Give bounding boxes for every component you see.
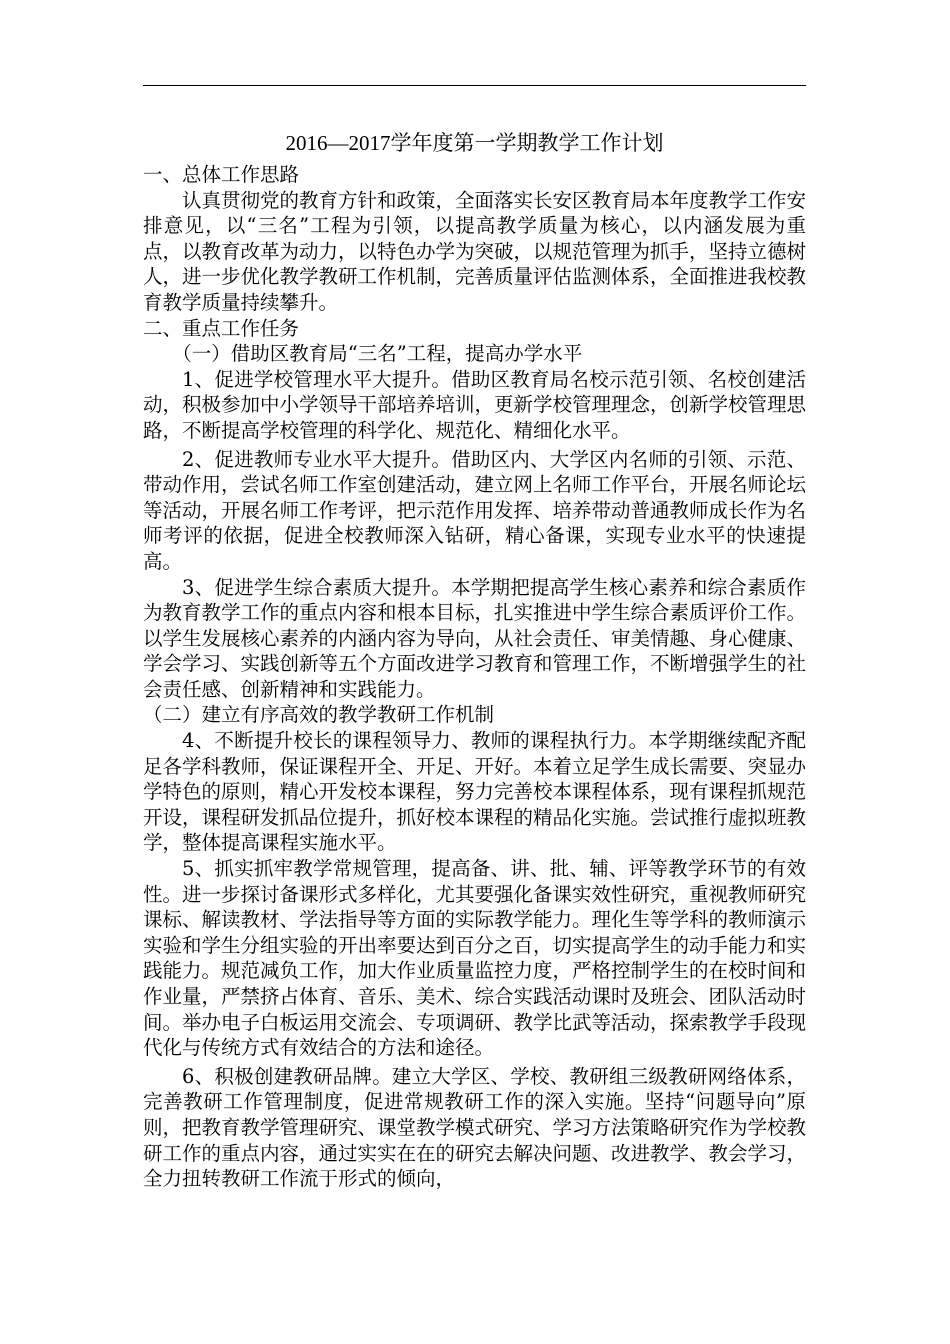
paragraph-item-3: 3、促进学生综合素质大提升。本学期把提高学生核心素养和综合素质作为教育教学工作的重点内容和根本目标，扎实推进中学生综合素质评价工作。以学生发展核心素养的内涵内容为导向，从社会责任、审美情趣、身心健康、学会学习、实践创新等五个方面改进学习教育和管理工作，不断增强学生的社会责任感、创新精神和实践能力。 [143,575,807,701]
section-heading-key-tasks: 二、重点工作任务 [143,316,300,340]
subsection-heading-teaching-research: （二）建立有序高效的教学教研工作机制 [143,703,495,727]
subsection-heading-three-names: （一）借助区教育局“三名”工程，提高办学水平 [172,342,583,366]
paragraph-item-1: 1、促进学校管理水平大提升。借助区教育局名校示范引领、名校创建活动，积极参加中小学领导干部培养培训，更新学校管理理念，创新学校管理思路，不断提高学校管理的科学化、规范化、精细化水平。 [143,367,807,442]
paragraph-item-4: 4、不断提升校长的课程领导力、教师的课程执行力。本学期继续配齐配足各学科教师，保证课程开全、开足、开好。本着立足学生成长需要、突显办学特色的原则，精心开发校本课程，努力完善校本课程体系，现有课程抓规范开设，课程研发抓品位提升，抓好校本课程的精品化实施。尝试推行虚拟班教学，整体提高课程实施水平。 [143,729,807,855]
paragraph-item-6: 6、积极创建教研品牌。建立大学区、学校、教研组三级教研网络体系，完善教研工作管理制度，促进常规教研工作的深入实施。坚持“问题导向”原则，把教育教学管理研究、课堂教学模式研究、学习方法策略研究作为学校教研工作的重点内容，通过实实在在的研究去解决问题、改进教学、教会学习，全力扭转教研工作流于形式的倾向， [143,1064,807,1191]
paragraph-item-5: 5、抓实抓牢教学常规管理，提高备、讲、批、辅、评等教学环节的有效性。进一步探讨备课形式多样化，尤其要强化备课实效性研究，重视教师研究课标、解读教材、学法指导等方面的实际教学能力。理化生等学科的教师演示实验和学生分组实验的开出率要达到百分之百，切实提高学生的动手能力和实践能力。规范减负工作，加大作业质量监控力度，严格控制学生的在校时间和作业量，严禁挤占体育、音乐、美术、综合实践活动课时及班会、团队活动时间。举办电子白板运用交流会、专项调研、教学比武等活动，探索教学手段现代化与传统方式有效结合的方法和途径。 [143,857,807,1060]
header-rule [143,85,806,86]
document-title: 2016—2017学年度第一学期教学工作计划 [285,131,664,155]
section-heading-overall-approach: 一、总体工作思路 [143,163,300,186]
document-body [143,130,806,1192]
paragraph-overall-approach: 认真贯彻党的教育方针和政策，全面落实长安区教育局本年度教学工作安排意见，以“三名”工程为引领，以提高教学质量为核心，以内涵发展为重点，以教育改革为动力，以特色办学为突破，以规范管理为抓手，坚持立德树人，进一步优化教学教研工作机制，完善质量评估监测体系，全面推进我校教育教学质量持续攀升。 [143,188,807,314]
paragraph-item-2: 2、促进教师专业水平大提升。借助区内、大学区内名师的引领、示范、带动作用，尝试名师工作室创建活动，建立网上名师工作平台，开展名师论坛等活动，开展名师工作考评，把示范作用发挥、培养带动普通教师成长作为名师考评的依据，促进全校教师深入钻研，精心备课，实现专业水平的快速提高。 [143,447,807,573]
